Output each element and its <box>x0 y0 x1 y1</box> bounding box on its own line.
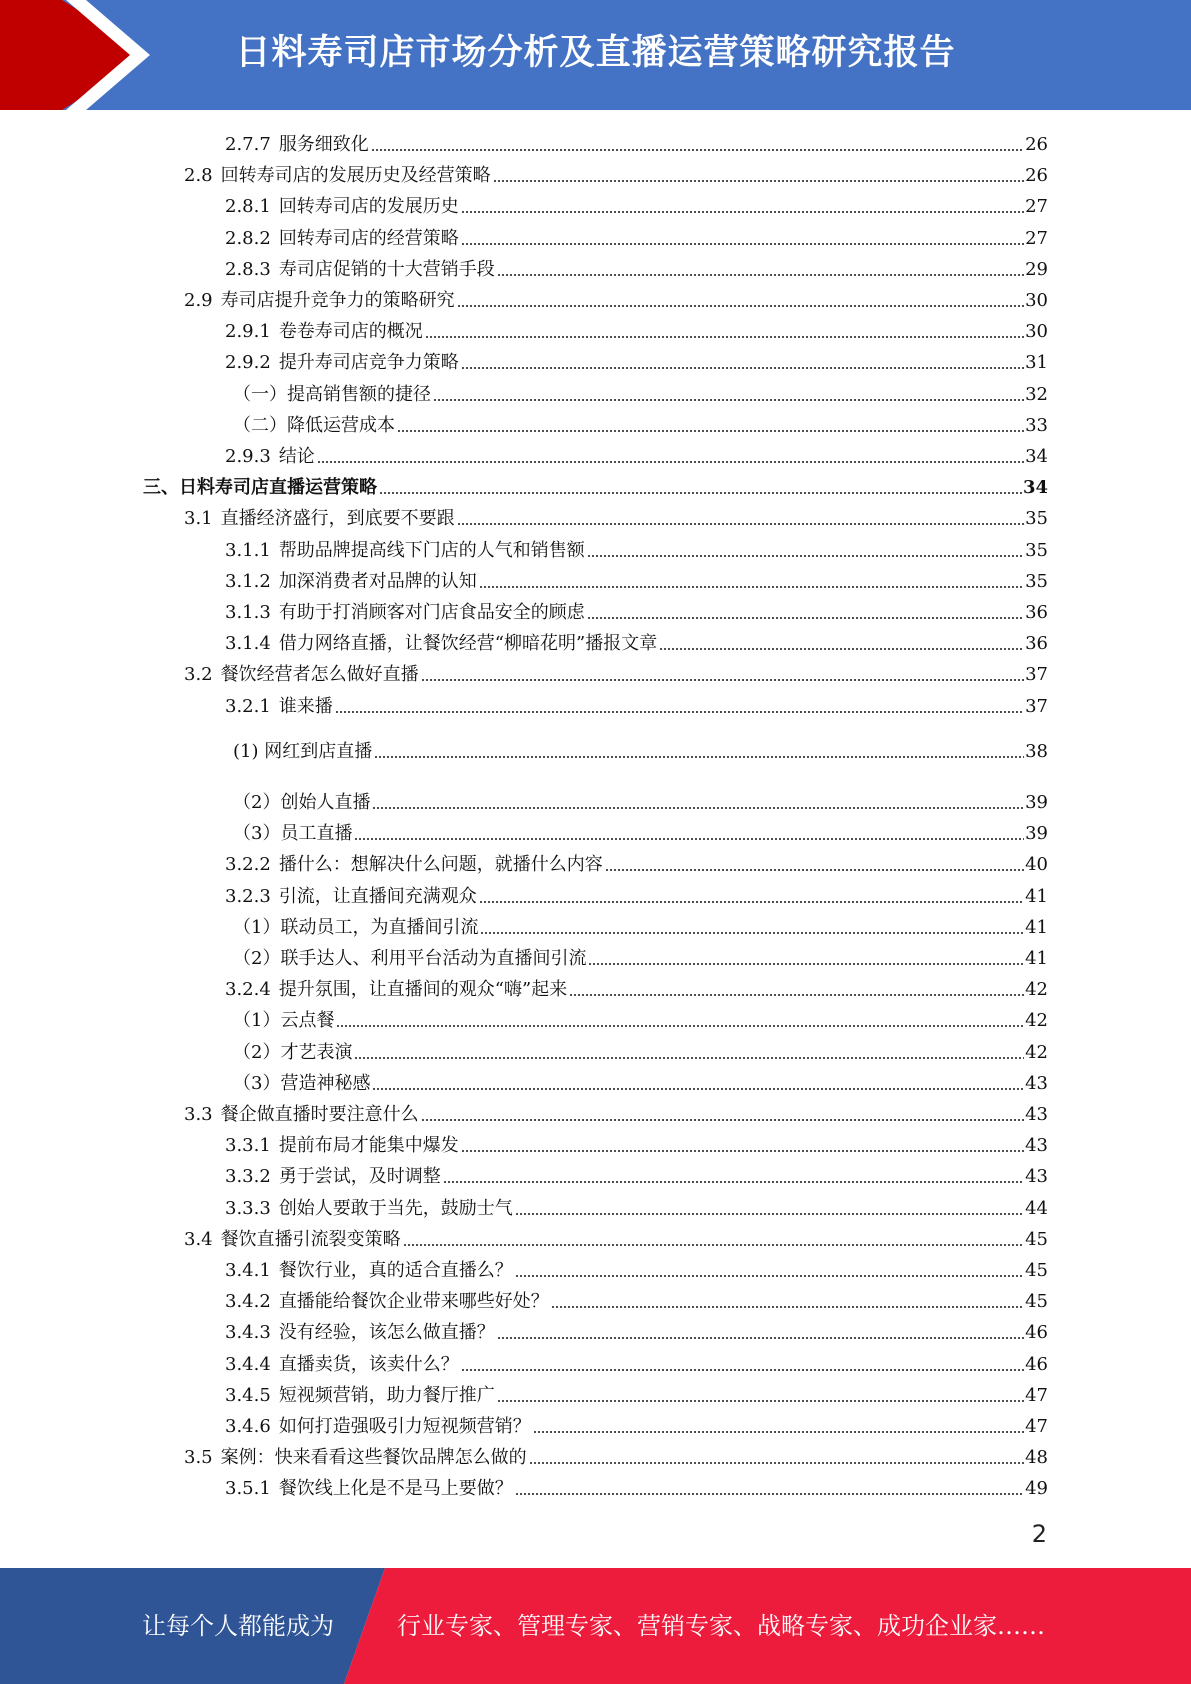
toc-entry-label <box>225 886 477 908</box>
toc-entry-page: 47 <box>1025 1416 1048 1437</box>
toc-entry-number: 3.4.2 <box>225 1291 271 1313</box>
toc-dot-leader <box>587 602 1024 620</box>
toc-dot-leader <box>461 196 1024 214</box>
toc-entry-label <box>184 165 491 187</box>
toc-entry-title: 短视频营销，助力餐厅推广 <box>278 1384 495 1406</box>
toc-entry-title: （2）联手达人、利用平台活动为直播间引流 <box>233 948 587 969</box>
toc-dot-leader <box>659 633 1024 651</box>
toc-entry-number: 3.4.1 <box>225 1260 271 1281</box>
toc-entry-page: 26 <box>1025 165 1048 187</box>
footer-slogan-right: 行业专家、管理专家、营销专家、战略专家、成功企业家…… <box>397 1612 1045 1640</box>
toc-entry[interactable] <box>225 130 1048 156</box>
toc-entry[interactable] <box>225 224 1048 250</box>
toc-entry[interactable] <box>184 1443 1048 1469</box>
toc-dot-leader <box>443 1166 1024 1184</box>
toc-entry-title: （1）联动员工，为直播间引流 <box>233 916 479 938</box>
toc-dot-leader <box>336 1010 1024 1028</box>
toc-entry-page: 30 <box>1025 290 1048 311</box>
toc-entry-title: （3）营造神秘感 <box>233 1072 371 1094</box>
toc-entry-page: 34 <box>1022 477 1048 499</box>
toc-entry-title: （3）员工直播 <box>233 823 353 845</box>
toc-entry-title: 直播能给餐饮企业带来哪些好处？ <box>278 1291 549 1313</box>
toc-entry-label <box>225 321 423 343</box>
toc-entry-label <box>225 540 585 562</box>
toc-dot-leader <box>515 1260 1024 1278</box>
toc-entry[interactable] <box>225 1350 1048 1376</box>
toc-entry-title: 服务细致化 <box>278 134 369 155</box>
toc-entry-page: 43 <box>1025 1104 1048 1125</box>
toc-entry-number: 3.4.6 <box>225 1416 271 1437</box>
toc-dot-leader <box>493 165 1024 183</box>
toc-entry-page: 45 <box>1025 1291 1048 1313</box>
toc-entry[interactable] <box>225 692 1048 718</box>
toc-entry-title: （2）创始人直播 <box>233 792 371 813</box>
toc-entry-number: 3.4 <box>184 1228 213 1250</box>
toc-entry-title: 直播卖货，该卖什么？ <box>278 1353 459 1375</box>
toc-entry-title: 餐饮经营者怎么做好直播 <box>220 664 419 686</box>
toc-entry-title: （二）降低运营成本 <box>233 414 395 436</box>
toc-entry-page: 36 <box>1025 602 1048 623</box>
header-banner <box>0 0 1191 110</box>
toc-entry[interactable] <box>184 286 1048 312</box>
toc-entry[interactable] <box>225 882 1048 908</box>
toc-entry-number: 3.4.4 <box>225 1353 271 1375</box>
toc-dot-leader <box>354 1042 1024 1060</box>
toc-entry-page: 44 <box>1025 1197 1048 1219</box>
toc-entry-page: 36 <box>1025 633 1048 655</box>
toc-entry[interactable] <box>184 161 1048 187</box>
toc-dot-leader <box>374 741 1024 759</box>
toc-entry-number: 3.3.2 <box>225 1166 271 1188</box>
toc-entry-page: 35 <box>1025 570 1048 592</box>
toc-entry-page: 42 <box>1025 1041 1048 1063</box>
toc-entry-label <box>143 477 377 499</box>
toc-entry[interactable] <box>184 660 1048 686</box>
toc-entry-title: 帮助品牌提高线下门店的人气和销售额 <box>278 539 585 561</box>
toc-entry-page: 43 <box>1025 1166 1048 1188</box>
toc-entry-label <box>233 384 431 406</box>
toc-entry-page: 39 <box>1025 792 1048 813</box>
toc-entry-number: 3.2 <box>184 664 213 686</box>
toc-dot-leader <box>497 1385 1024 1403</box>
toc-entry-label <box>233 792 370 814</box>
footer-slogan-left: 让每个人都能成为 <box>142 1612 334 1640</box>
toc-entry[interactable] <box>233 819 1048 845</box>
toc-dot-leader <box>515 1198 1024 1216</box>
toc-entry-label <box>225 1478 513 1500</box>
toc-entry[interactable] <box>225 850 1048 876</box>
toc-dot-leader <box>421 1104 1024 1122</box>
toc-entry-page: 38 <box>1025 740 1048 762</box>
toc-dot-leader <box>569 979 1024 997</box>
toc-entry-label <box>225 1322 495 1344</box>
toc-entry-page: 35 <box>1025 539 1048 561</box>
toc-entry-title: 提前布局才能集中爆发 <box>278 1135 459 1157</box>
toc-entry-label <box>225 1291 549 1313</box>
toc-entry-label <box>225 446 315 468</box>
toc-entry-title: 引流，让直播间充满观众 <box>278 885 477 907</box>
toc-dot-leader <box>461 228 1024 246</box>
toc-entry-number: 2.9.3 <box>225 446 271 467</box>
toc-entry-title: 直播经济盛行，到底要不要跟 <box>220 508 455 530</box>
toc-dot-leader <box>515 1478 1024 1496</box>
toc-entry-title: 回转寿司店的经营策略 <box>278 227 459 249</box>
toc-entry-title: 没有经验，该怎么做直播？ <box>278 1322 495 1344</box>
toc-entry-number: 3.3 <box>184 1104 213 1125</box>
toc-entry-label <box>184 1104 419 1126</box>
toc-entry-title: 寿司店提升竞争力的策略研究 <box>220 290 455 311</box>
toc-entry-label <box>225 259 495 281</box>
toc-entry-page: 48 <box>1025 1447 1048 1469</box>
toc-entry-page: 27 <box>1025 227 1048 249</box>
toc-dot-leader <box>588 948 1024 966</box>
toc-dot-leader <box>497 259 1024 277</box>
toc-entry-page: 47 <box>1025 1384 1048 1406</box>
toc-entry-label <box>233 741 372 763</box>
toc-dot-leader <box>479 571 1024 589</box>
toc-entry-label <box>233 917 478 939</box>
toc-entry-title: 借力网络直播，让餐饮经营“柳暗花明”播报文章 <box>278 633 658 655</box>
toc-entry-page: 42 <box>1025 979 1048 1001</box>
toc-entry-number: 3.2.4 <box>225 979 271 1001</box>
toc-entry[interactable] <box>225 1131 1048 1157</box>
toc-entry[interactable] <box>225 1412 1048 1438</box>
toc-entry-page: 45 <box>1025 1228 1048 1250</box>
toc-entry-title: 卷卷寿司店的概况 <box>278 321 423 343</box>
toc-entry-number: 3.3.1 <box>225 1135 271 1157</box>
toc-entry-title: 餐企做直播时要注意什么 <box>220 1104 419 1125</box>
toc-dot-leader <box>372 792 1024 810</box>
toc-entry-number: 3.3.3 <box>225 1197 271 1219</box>
toc-entry[interactable] <box>225 1256 1048 1282</box>
toc-dot-leader <box>551 1291 1024 1309</box>
toc-entry-page: 41 <box>1025 948 1048 969</box>
toc-dot-leader <box>605 854 1024 872</box>
toc-entry-number: 2.8 <box>184 165 213 187</box>
footer-banner <box>0 1568 1191 1684</box>
toc-entry-label <box>225 352 459 374</box>
toc-entry-title: 谁来播 <box>278 695 333 717</box>
toc-entry-label <box>233 823 352 845</box>
toc-entry-number: 3.2.1 <box>225 695 271 717</box>
toc-entry-label <box>233 1010 334 1032</box>
toc-entry[interactable] <box>233 380 1048 406</box>
toc-entry[interactable] <box>225 975 1048 1001</box>
toc-entry-number: 2.8.3 <box>225 258 271 280</box>
toc-entry-page: 35 <box>1025 508 1048 530</box>
toc-entry[interactable] <box>225 598 1048 624</box>
toc-entry-number: 2.9.1 <box>225 321 271 343</box>
toc-entry-label <box>225 571 477 593</box>
toc-entry-label <box>233 415 395 437</box>
toc-dot-leader <box>457 290 1024 308</box>
toc-dot-leader <box>421 664 1024 682</box>
toc-entry-page: 33 <box>1025 414 1048 436</box>
toc-entry-title: 播什么：想解决什么问题，就播什么内容 <box>278 854 603 876</box>
toc-entry-label <box>225 696 333 718</box>
toc-entry-title: 结论 <box>278 446 315 467</box>
toc-entry-number: 2.8.1 <box>225 196 271 218</box>
toc-dot-leader <box>397 415 1024 433</box>
toc-entry-label <box>184 1229 401 1251</box>
toc-dot-leader <box>461 1354 1024 1372</box>
toc-dot-leader <box>587 540 1024 558</box>
toc-entry-title: 有助于打消顾客对门店食品安全的顾虑 <box>278 602 585 623</box>
toc-entry-label <box>225 854 603 876</box>
toc-entry-title: 案例：快来看看这些餐饮品牌怎么做的 <box>220 1447 527 1469</box>
toc-entry-label <box>225 1416 531 1438</box>
toc-entry-page: 43 <box>1025 1135 1048 1157</box>
toc-entry[interactable] <box>225 1381 1048 1407</box>
toc-entry-title: 提升氛围，让直播间的观众“嗨”起来 <box>278 979 568 1001</box>
toc-entry[interactable] <box>225 255 1048 281</box>
toc-entry[interactable] <box>184 1225 1048 1251</box>
toc-entry-label <box>184 664 419 686</box>
toc-entry-page: 26 <box>1025 134 1048 155</box>
toc-entry[interactable] <box>225 536 1048 562</box>
toc-dot-leader <box>379 477 1022 495</box>
toc-entry[interactable] <box>233 1006 1048 1032</box>
toc-dot-leader <box>497 1322 1024 1340</box>
toc-dot-leader <box>461 1135 1024 1153</box>
toc-entry-page: 41 <box>1025 916 1048 938</box>
toc-entry[interactable] <box>233 913 1048 939</box>
toc-dot-leader <box>433 384 1024 402</box>
toc-dot-leader <box>354 823 1024 841</box>
toc-entry-label <box>225 1385 495 1407</box>
toc-entry[interactable] <box>233 944 1048 970</box>
toc-entry-number: 3.1.4 <box>225 633 271 655</box>
toc-entry-title: 餐饮线上化是不是马上要做？ <box>278 1478 513 1500</box>
toc-entry-page: 49 <box>1025 1478 1048 1500</box>
toc-entry-page: 43 <box>1025 1072 1048 1094</box>
toc-entry[interactable] <box>233 737 1048 763</box>
toc-entry-number: 3.2.3 <box>225 885 271 907</box>
toc-entry-title: 加深消费者对品牌的认知 <box>278 570 477 592</box>
toc-entry-page: 40 <box>1025 854 1048 876</box>
toc-entry-number: 3.1.1 <box>225 539 271 561</box>
toc-entry-number: 3.5 <box>184 1447 213 1469</box>
toc-dot-leader <box>533 1416 1024 1434</box>
toc-entry[interactable] <box>233 1038 1048 1064</box>
toc-entry-page: 46 <box>1025 1322 1048 1344</box>
toc-entry-page: 42 <box>1025 1010 1048 1032</box>
toc-entry-number: 3.1 <box>184 508 213 530</box>
toc-entry-number: 3.4.5 <box>225 1384 271 1406</box>
toc-entry-label <box>225 1135 459 1157</box>
toc-entry-page: 39 <box>1025 823 1048 845</box>
toc-entry-label <box>225 1354 459 1376</box>
toc-dot-leader <box>479 886 1024 904</box>
toc-entry-title: （2）才艺表演 <box>233 1041 353 1063</box>
toc-entry-number: 3.4.3 <box>225 1322 271 1344</box>
toc-entry-number: 3.1.3 <box>225 602 271 623</box>
toc-entry-page: 27 <box>1025 196 1048 218</box>
toc-entry-label <box>225 134 369 156</box>
toc-entry-number: 2.9 <box>184 290 213 311</box>
toc-entry[interactable] <box>225 442 1048 468</box>
toc-entry-title: 勇于尝试，及时调整 <box>278 1166 441 1188</box>
toc-dot-leader <box>480 917 1024 935</box>
toc-entry-title: 回转寿司店的发展历史 <box>278 196 459 218</box>
toc-dot-leader <box>403 1229 1024 1247</box>
document-title: 日料寿司店市场分析及直播运营策略研究报告 <box>235 33 956 73</box>
toc-entry-label <box>184 1447 527 1469</box>
toc-entry-title: 创始人要敢于当先，鼓励士气 <box>278 1197 513 1219</box>
toc-entry-label <box>225 1260 513 1282</box>
toc-entry-page: 29 <box>1025 258 1048 280</box>
toc-entry[interactable] <box>225 1318 1048 1344</box>
toc-entry-title: 如何打造强吸引力短视频营销？ <box>278 1416 531 1437</box>
toc-entry-title: 餐饮直播引流裂变策略 <box>220 1228 401 1250</box>
toc-entry[interactable] <box>225 629 1048 655</box>
toc-entry-page: 45 <box>1025 1260 1048 1281</box>
toc-entry-page: 37 <box>1025 695 1048 717</box>
toc-entry-label <box>225 1166 441 1188</box>
toc-entry[interactable] <box>233 411 1048 437</box>
toc-entry-label <box>184 508 455 530</box>
toc-entry-label <box>225 228 459 250</box>
toc-dot-leader <box>335 696 1024 714</box>
toc-entry-label <box>225 979 567 1001</box>
toc-entry-label <box>225 633 657 655</box>
toc-dot-leader <box>372 1073 1024 1091</box>
toc-entry-page: 34 <box>1025 446 1048 467</box>
toc-entry[interactable] <box>225 567 1048 593</box>
toc-entry-title: (1) 网红到店直播 <box>233 740 373 762</box>
toc-entry-number: 2.9.2 <box>225 352 271 374</box>
toc-entry[interactable] <box>233 1069 1048 1095</box>
toc-entry-page: 30 <box>1025 321 1048 343</box>
toc-entry[interactable] <box>225 192 1048 218</box>
toc-entry-title: （一）提高销售额的捷径 <box>233 383 431 405</box>
toc-entry-title: 回转寿司店的发展历史及经营策略 <box>220 165 491 187</box>
toc-entry-page: 31 <box>1025 352 1048 374</box>
toc-entry-title: 寿司店促销的十大营销手段 <box>278 258 495 280</box>
toc-entry-number: 2.7.7 <box>225 134 271 155</box>
toc-entry-number: 3.5.1 <box>225 1478 271 1500</box>
toc-entry-label <box>233 1042 352 1064</box>
toc-entry[interactable] <box>184 1100 1048 1126</box>
toc-entry-number: 3.2.2 <box>225 854 271 876</box>
toc-entry[interactable] <box>225 1474 1048 1500</box>
toc-entry[interactable] <box>225 1194 1048 1220</box>
toc-entry-page: 41 <box>1025 885 1048 907</box>
toc-entry[interactable] <box>184 504 1048 530</box>
toc-entry-page: 37 <box>1025 664 1048 686</box>
toc-entry-title: （1）云点餐 <box>233 1010 335 1032</box>
toc-entry[interactable] <box>225 1162 1048 1188</box>
toc-entry-title: 餐饮行业，真的适合直播么？ <box>278 1260 513 1281</box>
toc-entry-label <box>225 196 459 218</box>
toc-entry-label <box>184 290 455 312</box>
toc-entry[interactable] <box>225 317 1048 343</box>
toc-entry-number: 3.1.2 <box>225 570 271 592</box>
toc-entry-page: 32 <box>1025 383 1048 405</box>
page-number: 2 <box>1031 1520 1047 1548</box>
toc-entry[interactable] <box>225 348 1048 374</box>
toc-entry-label <box>233 948 586 970</box>
toc-entry-page: 46 <box>1025 1353 1048 1375</box>
toc-entry-number: 2.8.2 <box>225 227 271 249</box>
toc-entry-label <box>233 1073 370 1095</box>
toc-dot-leader <box>529 1447 1024 1465</box>
toc-dot-leader <box>371 134 1024 152</box>
toc-entry-title: 三、日料寿司店直播运营策略 <box>143 477 377 499</box>
toc-entry-label <box>225 1198 513 1220</box>
toc-entry-label <box>225 602 585 624</box>
toc-dot-leader <box>317 446 1024 464</box>
toc-entry[interactable] <box>233 788 1048 814</box>
toc-entry[interactable] <box>225 1287 1048 1313</box>
toc-dot-leader <box>425 321 1024 339</box>
toc-entry[interactable] <box>143 473 1048 499</box>
toc-dot-leader <box>457 508 1024 526</box>
toc-entry-title: 提升寿司店竞争力策略 <box>278 352 459 374</box>
toc-dot-leader <box>461 352 1024 370</box>
